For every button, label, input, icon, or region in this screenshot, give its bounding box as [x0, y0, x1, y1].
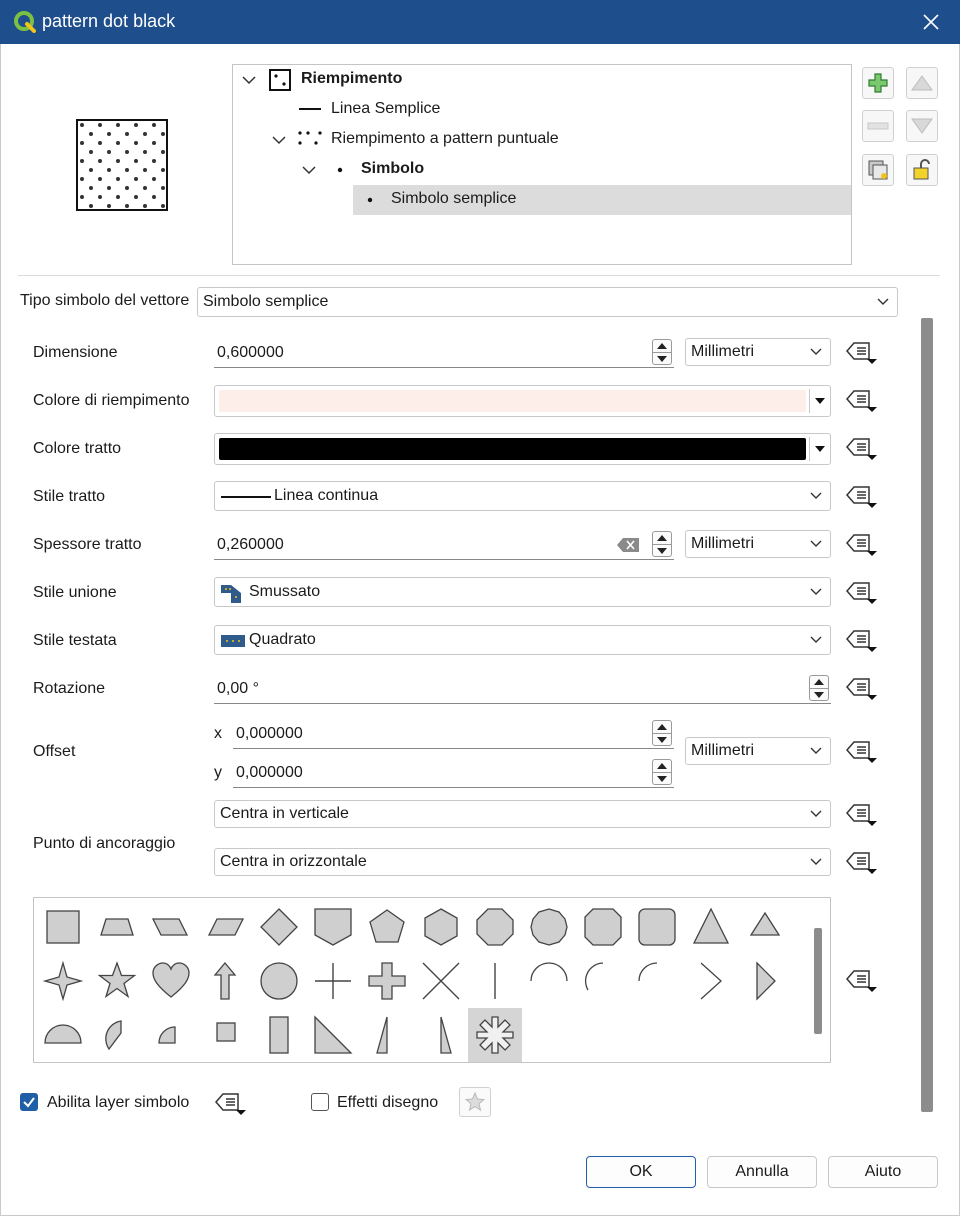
stroke-width-unit: Millimetri [691, 535, 755, 552]
tree-item-simbolo[interactable] [233, 155, 851, 185]
triangle-right-icon [743, 959, 787, 1003]
data-defined-icon [845, 532, 879, 558]
circle-icon [257, 959, 301, 1003]
arc-quarter-icon [635, 959, 679, 1003]
triangle-small-icon [743, 905, 787, 949]
help-button[interactable]: Aiuto [828, 1156, 938, 1188]
data-defined-button[interactable] [845, 435, 879, 463]
tree-item-pattern-puntuale[interactable] [233, 125, 851, 155]
shape-arc-quarter[interactable] [630, 954, 684, 1008]
join-style-value: Smussato [249, 583, 321, 600]
stroke-width-value: 0,260000 [217, 536, 284, 553]
stroke-width-unit-select[interactable] [685, 530, 831, 558]
shape-pentagon[interactable] [360, 900, 414, 954]
line-layer-icon [299, 107, 323, 111]
data-defined-icon [845, 968, 879, 994]
shape-circle[interactable] [252, 954, 306, 1008]
shape-cross-fill[interactable] [360, 954, 414, 1008]
data-defined-icon [845, 802, 879, 828]
duplicate-layer-button[interactable] [862, 154, 894, 186]
half-triangle-right-icon [419, 1013, 463, 1057]
shape-asterisk[interactable] [468, 1008, 522, 1062]
fill-color-swatch [219, 390, 806, 412]
shape-trapezoid[interactable] [90, 900, 144, 954]
spin-up-icon[interactable] [814, 679, 824, 685]
anchor-vertical-value: Centra in verticale [220, 805, 349, 822]
offset-x-input[interactable] [233, 719, 674, 749]
shape-triangle-small[interactable] [738, 900, 792, 954]
chevron-down-icon [810, 492, 822, 500]
clear-icon[interactable] [617, 538, 639, 552]
window-title: pattern dot black [42, 11, 176, 31]
asterisk-icon [473, 1013, 517, 1057]
spin-down-icon[interactable] [814, 692, 824, 698]
shape-cross[interactable] [306, 954, 360, 1008]
data-defined-button[interactable] [845, 387, 879, 415]
data-defined-button[interactable] [845, 339, 879, 367]
square-cap-icon [221, 633, 245, 649]
offset-unit: Millimetri [691, 742, 755, 759]
stile-unione-label: Stile unione [33, 584, 117, 601]
shield-icon [311, 905, 355, 949]
tree-item-label: Riempimento [301, 70, 403, 87]
spin-buttons[interactable] [652, 720, 672, 746]
anchor-horizontal-value: Centra in orizzontale [220, 853, 367, 870]
star-5-icon [95, 959, 139, 1003]
rounded-square-icon [581, 905, 625, 949]
shape-arc-third[interactable] [576, 954, 630, 1008]
shape-star-5[interactable] [90, 954, 144, 1008]
qgis-logo-icon [14, 11, 36, 33]
chevron-down-icon [810, 540, 822, 548]
rotation-input[interactable] [214, 674, 831, 704]
spin-down-icon[interactable] [657, 737, 667, 743]
point-pattern-icon [297, 129, 323, 149]
data-defined-icon [845, 850, 879, 876]
draw-effects-label: Effetti disegno [337, 1094, 439, 1111]
offset-unit-select[interactable] [685, 737, 831, 765]
data-defined-button[interactable] [845, 675, 879, 703]
enable-layer-label: Abilita layer simbolo [47, 1094, 190, 1111]
right-triangle-icon [311, 1013, 355, 1057]
dimensione-input[interactable] [214, 338, 674, 368]
add-layer-button[interactable] [862, 67, 894, 99]
dimensione-unit: Millimetri [691, 343, 755, 360]
spin-up-icon[interactable] [657, 763, 667, 769]
shape-square[interactable] [36, 900, 90, 954]
data-defined-button[interactable] [845, 801, 879, 829]
separator [18, 275, 940, 276]
parallelogram-right-icon [149, 905, 193, 949]
chevron-down-icon [810, 588, 822, 596]
arc-half-icon [527, 959, 571, 1003]
rounded-square-2-icon [635, 905, 679, 949]
simple-marker-icon [367, 197, 373, 203]
fill-color-button[interactable] [214, 385, 831, 417]
shape-rounded-square[interactable] [576, 900, 630, 954]
parallelogram-left-icon [203, 905, 247, 949]
offset-y-value: 0,000000 [236, 764, 303, 781]
shape-hexagon[interactable] [414, 900, 468, 954]
x-cross-icon [419, 959, 463, 1003]
tree-item-label: Simbolo semplice [391, 190, 517, 207]
data-defined-button[interactable] [214, 1090, 248, 1118]
shape-half-triangle-left[interactable] [360, 1008, 414, 1062]
spin-buttons[interactable] [652, 531, 672, 557]
shape-list-scrollbar[interactable] [814, 928, 822, 1034]
tree-item-label: Simbolo [361, 160, 425, 177]
shape-square-small[interactable] [198, 1008, 252, 1062]
trapezoid-icon [95, 905, 139, 949]
octagon-icon [473, 905, 517, 949]
rectangle-icon [257, 1013, 301, 1057]
colore-tratto-label: Colore tratto [33, 440, 122, 457]
dot-pattern-preview [78, 121, 166, 209]
tree-item-label: Linea Semplice [331, 100, 441, 117]
shape-arrow-up[interactable] [198, 954, 252, 1008]
tree-item-simbolo-semplice[interactable] [233, 185, 851, 215]
fill-layer-icon [269, 69, 291, 91]
shape-heart[interactable] [144, 954, 198, 1008]
arc-third-icon [581, 959, 625, 1003]
offset-y-label: y [214, 764, 222, 781]
shape-shield[interactable] [306, 900, 360, 954]
marker-icon [337, 167, 343, 173]
cap-style-value: Quadrato [249, 631, 316, 648]
lock-layer-button[interactable] [906, 154, 938, 186]
shape-half-triangle-right[interactable] [414, 1008, 468, 1062]
duplicate-icon [867, 159, 889, 181]
stroke-style-value: Linea continua [274, 487, 379, 504]
tree-item-riempimento[interactable] [233, 65, 851, 95]
arrow-up-icon [911, 75, 933, 91]
data-defined-icon [845, 580, 879, 606]
move-down-button[interactable] [906, 110, 938, 142]
data-defined-icon [845, 628, 879, 654]
cross-fill-icon [365, 959, 409, 1003]
shape-rectangle[interactable] [252, 1008, 306, 1062]
half-circle-icon [41, 1013, 85, 1057]
shape-third-circle[interactable] [90, 1008, 144, 1062]
spin-buttons[interactable] [652, 339, 672, 365]
dropdown-arrow-icon[interactable] [815, 398, 825, 404]
rotation-value: 0,00 ° [217, 680, 259, 697]
line-icon [473, 959, 517, 1003]
chevron-down-icon [877, 298, 889, 306]
enable-layer-checkbox[interactable] [20, 1093, 38, 1111]
layer-type-value: Simbolo semplice [203, 293, 329, 310]
square-icon [41, 905, 85, 949]
data-defined-icon [845, 340, 879, 366]
effects-button[interactable] [459, 1087, 491, 1117]
spin-down-icon[interactable] [657, 356, 667, 362]
shape-star-4[interactable] [36, 954, 90, 1008]
data-defined-icon [845, 676, 879, 702]
chevron-down-icon[interactable] [241, 72, 257, 88]
offset-label: Offset [33, 743, 76, 760]
chevron-down-icon[interactable] [301, 162, 317, 178]
data-defined-button[interactable] [845, 738, 879, 766]
data-defined-icon [845, 388, 879, 414]
dropdown-arrow-icon[interactable] [815, 446, 825, 452]
anchor-horizontal-select[interactable] [214, 848, 831, 876]
chevron-down-icon[interactable] [271, 132, 287, 148]
dimensione-value: 0,600000 [217, 344, 284, 361]
cross-icon [311, 959, 355, 1003]
offset-y-input[interactable] [233, 758, 674, 788]
cancel-button[interactable]: Annulla [707, 1156, 817, 1188]
offset-x-label: x [214, 725, 222, 742]
anchor-vertical-select[interactable] [214, 800, 831, 828]
star-icon [465, 1092, 485, 1112]
marker-shape-list[interactable] [33, 897, 831, 1063]
third-circle-icon [95, 1013, 139, 1057]
spin-up-icon[interactable] [657, 343, 667, 349]
ancoraggio-label: Punto di ancoraggio [33, 835, 176, 852]
ok-button[interactable]: OK [586, 1156, 696, 1188]
arrow-up-icon [203, 959, 247, 1003]
chevron-down-icon [810, 747, 822, 755]
join-style-select[interactable] [214, 577, 831, 607]
data-defined-button[interactable] [845, 579, 879, 607]
chevron-down-icon [810, 348, 822, 356]
shape-line[interactable] [468, 954, 522, 1008]
spin-buttons[interactable] [809, 675, 829, 701]
decagon-icon [527, 905, 571, 949]
stile-testata-label: Stile testata [33, 632, 117, 649]
remove-layer-button[interactable] [862, 110, 894, 142]
bevel-join-icon [221, 583, 243, 603]
stroke-color-button[interactable] [214, 433, 831, 465]
data-defined-icon [845, 739, 879, 765]
offset-x-value: 0,000000 [236, 725, 303, 742]
tree-item-linea-semplice[interactable] [233, 95, 851, 125]
close-icon [922, 13, 940, 31]
half-triangle-left-icon [365, 1013, 409, 1057]
data-defined-icon [845, 484, 879, 510]
shape-x-cross[interactable] [414, 954, 468, 1008]
spin-down-icon[interactable] [657, 548, 667, 554]
title-bar [0, 0, 960, 44]
data-defined-button[interactable] [845, 531, 879, 559]
spin-down-icon[interactable] [657, 776, 667, 782]
tree-item-label: Riempimento a pattern puntuale [331, 130, 559, 147]
pentagon-icon [365, 905, 409, 949]
square-small-icon [203, 1013, 247, 1057]
plus-icon [867, 72, 889, 94]
minus-icon [867, 122, 889, 130]
shape-diamond[interactable] [252, 900, 306, 954]
shape-octagon[interactable] [468, 900, 522, 954]
stroke-color-swatch [219, 438, 806, 460]
shape-decagon[interactable] [522, 900, 576, 954]
shape-half-circle[interactable] [36, 1008, 90, 1062]
chevron-down-icon [810, 858, 822, 866]
move-up-button[interactable] [906, 67, 938, 99]
data-defined-button[interactable] [845, 627, 879, 655]
star-4-icon [41, 959, 85, 1003]
symbol-preview [76, 119, 168, 211]
dimensione-label: Dimensione [33, 344, 118, 361]
data-defined-icon [845, 436, 879, 462]
heart-icon [149, 959, 193, 1003]
arrow-down-icon [911, 118, 933, 134]
shape-arc-half[interactable] [522, 954, 576, 1008]
draw-effects-checkbox[interactable] [311, 1093, 329, 1111]
shape-quarter-circle[interactable] [144, 1008, 198, 1062]
layer-type-select[interactable] [197, 287, 898, 317]
triangle-icon [689, 905, 733, 949]
stroke-style-select[interactable] [214, 481, 831, 511]
arrowhead-icon [689, 959, 733, 1003]
diamond-icon [257, 905, 301, 949]
spessore-tratto-label: Spessore tratto [33, 536, 142, 553]
dimensione-unit-select[interactable] [685, 338, 831, 366]
spin-up-icon[interactable] [657, 724, 667, 730]
stroke-width-input[interactable] [214, 530, 674, 560]
shape-grid [36, 900, 804, 1060]
vertical-scrollbar[interactable] [921, 318, 933, 1112]
data-defined-button[interactable] [845, 483, 879, 511]
symbol-layer-tree[interactable] [232, 64, 852, 265]
stile-tratto-label: Stile tratto [33, 488, 106, 505]
shape-parallelogram-right[interactable] [144, 900, 198, 954]
chevron-down-icon [810, 810, 822, 818]
close-button[interactable] [902, 0, 960, 44]
layer-type-label: Tipo simbolo del vettore [20, 292, 190, 309]
cap-style-select[interactable] [214, 625, 831, 655]
shape-triangle[interactable] [684, 900, 738, 954]
shape-rounded-square-2[interactable] [630, 900, 684, 954]
shape-parallelogram-left[interactable] [198, 900, 252, 954]
colore-riempimento-label: Colore di riempimento [33, 392, 190, 409]
shape-arrowhead[interactable] [684, 954, 738, 1008]
spin-buttons[interactable] [652, 759, 672, 785]
data-defined-button[interactable] [845, 967, 879, 995]
solid-line-icon [221, 495, 271, 499]
chevron-down-icon [810, 636, 822, 644]
check-icon [20, 1093, 38, 1111]
data-defined-icon [214, 1091, 248, 1117]
spin-up-icon[interactable] [657, 535, 667, 541]
shape-right-triangle[interactable] [306, 1008, 360, 1062]
quarter-circle-icon [149, 1013, 193, 1057]
shape-triangle-right[interactable] [738, 954, 792, 1008]
data-defined-button[interactable] [845, 849, 879, 877]
rotazione-label: Rotazione [33, 680, 106, 697]
unlock-icon [911, 159, 933, 181]
hexagon-icon [419, 905, 463, 949]
